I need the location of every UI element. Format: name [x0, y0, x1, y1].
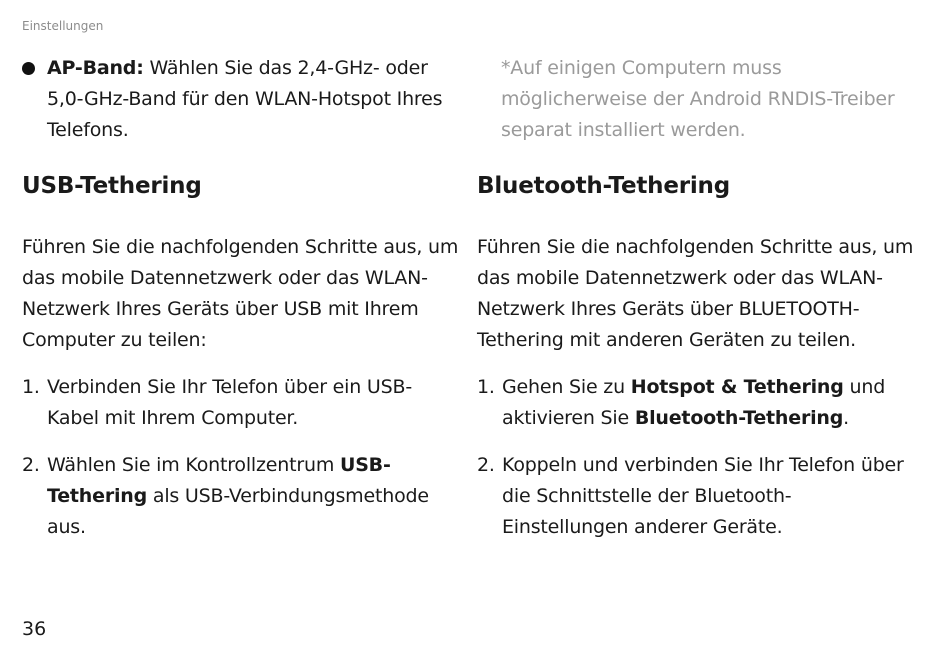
- ap-band-bullet: [22, 53, 462, 146]
- rndis-driver-note: *Auf einigen Computern muss möglicherweise der Android RNDIS-Treiber separat installiert werden.: [501, 57, 895, 141]
- step-text-mid: und aktivieren Sie: [502, 376, 886, 429]
- bluetooth-tethering-intro: Führen Sie die nachfolgenden Schritte aus, um das mobile Datennetzwerk oder das WLAN-Netzwerk Ihres Geräts über BLUETOOTH-Tethering mit anderen Geräten zu teilen.: [477, 236, 914, 351]
- usb-step-2: [22, 450, 462, 543]
- step-number: 1.: [22, 376, 40, 398]
- step-text-bold: USB-Tethering: [47, 454, 391, 507]
- step-text-post: .: [843, 407, 849, 429]
- step-text: [502, 372, 917, 434]
- step-number: 2.: [22, 454, 40, 476]
- bluetooth-step-1: [477, 372, 917, 434]
- step-text-pre: Gehen Sie zu: [502, 376, 631, 398]
- usb-tethering-heading: USB-Tethering: [22, 173, 202, 199]
- step-text-post: als USB-Verbindungsmethode aus.: [47, 485, 429, 538]
- step-text: Koppeln und verbinden Sie Ihr Telefon über die Schnittstelle der Bluetooth-Einstellungen anderer Geräte.: [502, 454, 904, 538]
- ap-band-label: AP-Band:: [47, 57, 144, 79]
- step-text: [47, 450, 462, 543]
- bluetooth-tethering-bold: Bluetooth-Tethering: [634, 407, 844, 429]
- step-number: 1.: [477, 376, 495, 398]
- ap-band-text: [47, 53, 462, 146]
- usb-step-1: [22, 372, 462, 434]
- step-number: 2.: [477, 454, 495, 476]
- bullet-dot-icon: [22, 62, 35, 75]
- page-number: 36: [22, 618, 47, 640]
- ap-band-description: Wählen Sie das 2,4-GHz- oder 5,0-GHz-Band für den WLAN-Hotspot Ihres Telefons.: [47, 57, 443, 141]
- step-text: Verbinden Sie Ihr Telefon über ein USB-Kabel mit Ihrem Computer.: [47, 376, 412, 429]
- bluetooth-step-2: [477, 450, 917, 543]
- section-header: Einstellungen: [22, 19, 104, 33]
- bluetooth-tethering-heading: Bluetooth-Tethering: [477, 173, 730, 199]
- usb-tethering-intro: Führen Sie die nachfolgenden Schritte aus, um das mobile Datennetzwerk oder das WLAN-Netzwerk Ihres Geräts über USB mit Ihrem Computer zu teilen:: [22, 236, 459, 351]
- step-text-pre: Wählen Sie im Kontrollzentrum: [47, 454, 340, 476]
- hotspot-tethering-bold: Hotspot & Tethering: [630, 376, 844, 398]
